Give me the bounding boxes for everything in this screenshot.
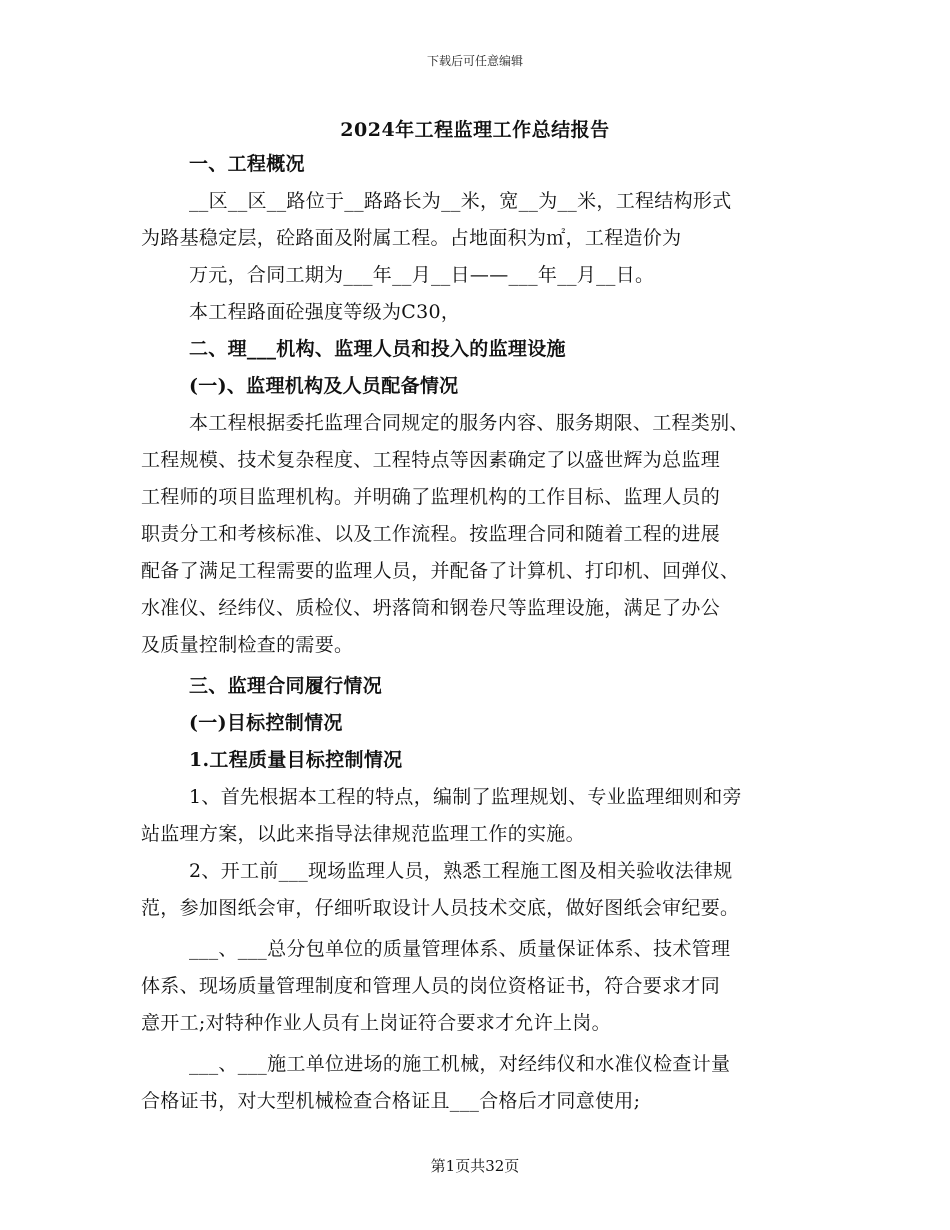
body-text-line: 工程师的项目监理机构。并明确了监理机构的工作目标、监理人员的 xyxy=(141,486,721,508)
body-text-line: 本工程根据委托监理合同规定的服务内容、服务期限、工程类别、 xyxy=(189,412,749,434)
body-text-line: 体系、现场质量管理制度和管理人员的岗位资格证书，符合要求才同 xyxy=(141,975,721,997)
body-text-line: 范，参加图纸会审，仔细听取设计人员技术交底，做好图纸会审纪要。 xyxy=(141,897,740,919)
section-heading: 一、工程概况 xyxy=(189,153,305,175)
body-text-line: 职责分工和考核标准、以及工作流程。按监理合同和随着工程的进展 xyxy=(141,523,721,545)
body-text-line: 工程规模、技术复杂程度、工程特点等因素确定了以盛世辉为总监理 xyxy=(141,449,721,471)
body-text-line: 配备了满足工程需要的监理人员，并配备了计算机、打印机、回弹仪、 xyxy=(141,560,740,582)
section-heading: 三、监理合同履行情况 xyxy=(189,675,383,697)
document-title: 2024年工程监理工作总结报告 xyxy=(340,119,610,141)
body-text-line: 站监理方案，以此来指导法律规范监理工作的实施。 xyxy=(141,823,585,845)
page-footer: 第1页共32页 xyxy=(430,1157,520,1175)
section-heading: 1.工程质量目标控制情况 xyxy=(189,749,403,771)
body-text-line: 本工程路面砼强度等级为C30， xyxy=(189,301,461,323)
document-body xyxy=(141,146,816,1120)
body-text-line: 水准仪、经纬仪、质检仪、坍落筒和钢卷尺等监理设施，满足了办公 xyxy=(141,597,721,619)
body-text-line: 1、首先根据本工程的特点，编制了监理规划、专业监理细则和旁 xyxy=(189,786,742,808)
section-heading: 二、理___机构、监理人员和投入的监理设施 xyxy=(189,338,566,360)
body-text-line: 为路基稳定层，砼路面及附属工程。占地面积为㎡，工程造价为 xyxy=(141,227,682,249)
body-text-line: ___、___总分包单位的质量管理体系、质量保证体系、技术管理 xyxy=(189,938,731,960)
body-text-line: 合格证书，对大型机械检查合格证且___合格后才同意使用; xyxy=(141,1090,641,1112)
header-note: 下载后可任意编辑 xyxy=(426,54,523,68)
body-text-line: 及质量控制检查的需要。 xyxy=(141,634,354,656)
section-heading: (一)目标控制情况 xyxy=(189,712,343,734)
section-heading: (一)、监理机构及人员配备情况 xyxy=(189,375,459,397)
body-text-line: __区__区__路位于__路路长为__米，宽__为__米，工程结构形式 xyxy=(189,190,732,212)
body-text-line: 万元，合同工期为___年__月__日——___年__月__日。 xyxy=(189,264,655,286)
body-text-line: 意开工;对特种作业人员有上岗证符合要求才允许上岗。 xyxy=(141,1012,611,1034)
body-text-line: ___、___施工单位进场的施工机械，对经纬仪和水准仪检查计量 xyxy=(189,1053,731,1075)
body-text-line: 2、开工前___现场监理人员，熟悉工程施工图及相关验收法律规 xyxy=(189,860,733,882)
